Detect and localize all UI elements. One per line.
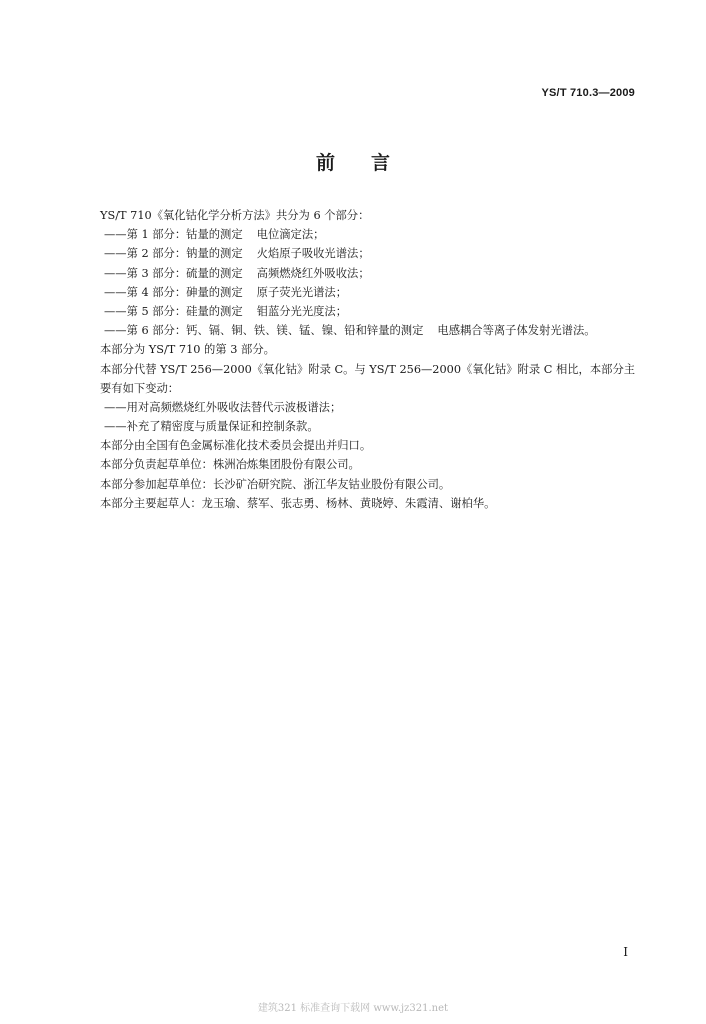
part-item-5 bbox=[100, 302, 638, 321]
part-item-6 bbox=[100, 321, 638, 340]
part-label: ——第 2 部分：钠量的测定 bbox=[104, 247, 243, 261]
standard-code-header: YS/T 710.3—2009 bbox=[541, 87, 635, 99]
proposed-by-statement: 本部分由全国有色金属标准化技术委员会提出并归口。 bbox=[100, 439, 372, 453]
replacement-statement: 本部分代替 YS/T 256—2000《氧化钴》附录 C。与 YS/T 256—2000《氧化钴》附录 C 相比，本部分主要有如下变动： bbox=[100, 362, 636, 395]
part-label: ——第 5 部分：硅量的测定 bbox=[104, 304, 243, 318]
part-method: 钼蓝分光光度法； bbox=[256, 304, 348, 318]
drafters-statement: 本部分主要起草人：龙玉瑜、蔡军、张志勇、杨林、黄晓婷、朱霞清、谢柏华。 bbox=[100, 496, 496, 510]
part-label: ——第 1 部分：钴量的测定 bbox=[104, 228, 243, 242]
participating-units-statement: 本部分参加起草单位：长沙矿冶研究院、浙江华友钴业股份有限公司。 bbox=[100, 477, 451, 491]
part-method: 高频燃烧红外吸收法； bbox=[256, 266, 370, 280]
page-title: 前言 bbox=[315, 152, 426, 174]
foreword-body bbox=[100, 206, 638, 513]
part-label: ——第 4 部分：砷量的测定 bbox=[104, 285, 243, 299]
part-item-2 bbox=[100, 244, 638, 263]
part-item-3 bbox=[100, 264, 638, 283]
site-watermark: 建筑321 标准查询下载网 www.jz321.net bbox=[257, 1003, 449, 1014]
part-method: 电位滴定法； bbox=[256, 228, 325, 242]
change-item-1: ——用对高频燃烧红外吸收法替代示波极谱法； bbox=[104, 400, 342, 414]
intro-paragraph: YS/T 710《氧化钴化学分析方法》共分为 6 个部分： bbox=[100, 209, 370, 222]
part-item-1 bbox=[100, 225, 638, 244]
part-label: ——第 6 部分：钙、镉、铜、铁、镁、锰、镍、铅和锌量的测定 bbox=[104, 324, 424, 338]
this-part-statement: 本部分为 YS/T 710 的第 3 部分。 bbox=[100, 343, 275, 357]
change-item-2: ——补充了精密度与质量保证和控制条款。 bbox=[104, 420, 319, 434]
drafting-unit-statement: 本部分负责起草单位：株洲冶炼集团股份有限公司。 bbox=[100, 458, 360, 472]
part-label: ——第 3 部分：硫量的测定 bbox=[104, 266, 243, 280]
page-number: I bbox=[623, 945, 628, 959]
part-method: 电感耦合等离子体发射光谱法。 bbox=[437, 324, 596, 338]
part-method: 火焰原子吸收光谱法； bbox=[256, 247, 370, 261]
part-item-4 bbox=[100, 283, 638, 302]
part-method: 原子荧光光谱法； bbox=[256, 285, 348, 299]
